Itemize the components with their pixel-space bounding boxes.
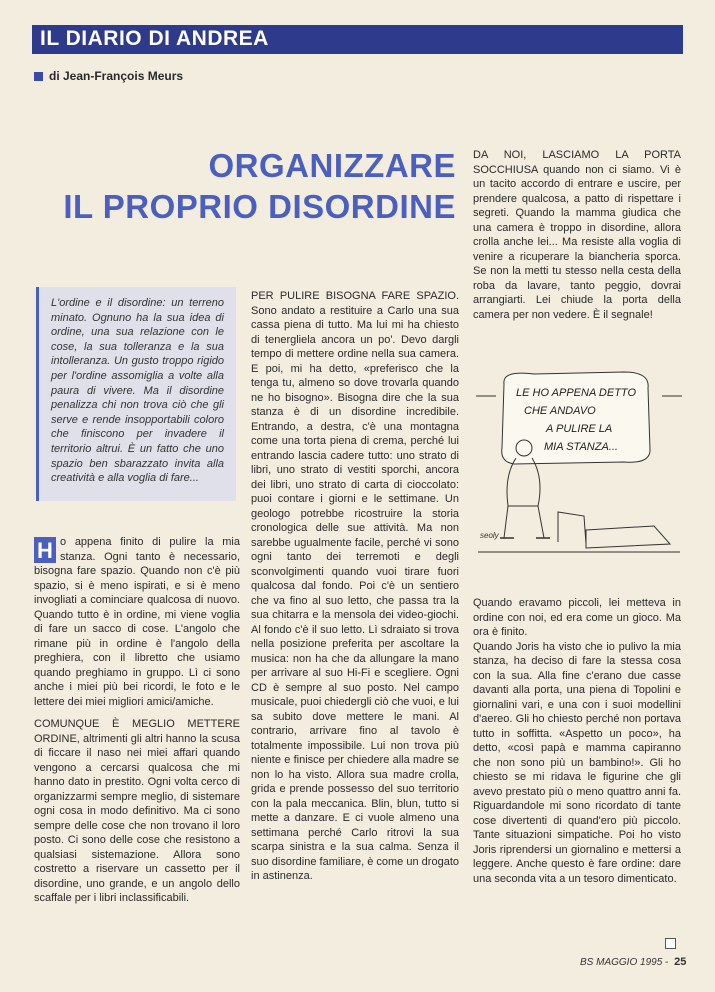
speech-line-1: LE HO APPENA DETTO (516, 387, 637, 399)
paragraph: DA NOI, LASCIAMO LA PORTA SOCCHIUSA quando non ci siamo. Vi è un tacito accordo di entrare e uscire, per prendere qualcosa, a patto di rispettare i segreti. Quando la mamma giudica che una camera è troppo in disordine, allora crolla anche lei... Ma resiste alla voglia di venire a ricuperare la biancheria sporca. Se non la metti tu stesso nella cesta della roba da lavare, tanto peggio, dovrai arrangiarti. Lei chiude la porta della camera per non vedere. È il segnale! (473, 149, 681, 321)
column-3-bottom (473, 596, 681, 886)
headline (36, 145, 456, 227)
paragraph: COMUNQUE È MEGLIO METTERE ORDINE, altrimenti gli altri hanno la scusa di ficcare il naso nei miei affari quando vengono a cercarsi qualcosa che mi hanno dato in prestito. Ogni volta cerco di organizzarmi sempre meglio, di sistemare ogni cosa in modo definitivo. Ma ci sono sempre delle cose che non trovano il loro posto. Ci sono delle cose che resistono a qualsiasi sistemazione. Allora sono costretto a riservare un cassetto per il disordine, uno grande, e un angolo dello scaffale per i libri inclassificabili. (34, 718, 240, 904)
intro-text: L'ordine e il disordine: un terreno minato. Ognuno ha la sua idea di ordine, una sua relazione con le cose, la sua tolleranza e la sua intolleranza. Un gusto troppo rigido per l'ordine assomiglia a volte alla paura di vivere. Ma il disordine penalizza chi non trova ciò che gli serve e rende insopportabili coloro che finiscono per invadere il territorio altrui. È un fatto che uno spazio ben sbarazzato invita alla creatività e alla voglia di fare... (51, 297, 224, 485)
end-mark-icon (665, 938, 676, 949)
headline-line-1: ORGANIZZARE (208, 147, 456, 184)
column-2 (251, 289, 459, 884)
column-3-top (473, 148, 681, 322)
speech-line-2: CHE ANDAVO (524, 405, 596, 417)
issue-date: BS MAGGIO 1995 (580, 957, 663, 968)
author: di Jean-François Meurs (49, 69, 184, 83)
column-1 (34, 535, 240, 906)
drop-cap: H (34, 537, 56, 563)
cartoon-illustration (474, 366, 684, 578)
footer-separator: - (665, 957, 669, 968)
paragraph: Quando eravamo piccoli, lei metteva in ordine con noi, ed era come un gioco. Ma ora è finito. (473, 597, 681, 638)
speech-line-4: MIA STANZA... (544, 441, 618, 453)
paragraph-text: o appena finito di pulire la mia stanza. Ogni tanto è necessario, bisogna fare spazio. Quando non c'è più spazio, si è meno ispirati, e si è meno invogliati a cominciare qualcosa di nuovo. Quando tutto è in ordine, mi viene voglia di fare un sacco di cose. L'angolo che rimane più in ordine è l'angolo della preghiera, con il libretto che usiamo quando preghiamo in gruppo. Lì ci sono anche i miei più bei ricordi, le foto e le lettere dei miei migliori amici/amiche. (34, 536, 240, 708)
page-footer (580, 956, 686, 968)
cartoon-signature: seoly (480, 531, 499, 540)
paragraph: PER PULIRE BISOGNA FARE SPAZIO. Sono andato a restituire a Carlo una sua cassa piena di tutto. Ma lui mi ha chiesto di tenergliela ancora un po'. Devo dargli tempo di mettere ordine nella sua camera. E poi, mi ha detto, «preferisco che la tenga tu, almeno so dove trovarla quando ne ho bisogno». Bisogna dire che la sua stanza è di un disordine incredibile. Entrando, a destra, c'è una montagna come una torta piena di crema, perché lui entrando lascia cadere tutto: uno strato di libri, uno strato di vestiti sporchi, ancora dei libri, uno strato di carta di cioccolato: puoi contare i giorni e le settimane. Un geologo potrebbe ricostruire la storia cronologica delle sue attività. Ma non sarebbe ugualmente facile, perché vi sono ogni tanto dei terremoti e degli sconvolgimenti quando vuoi tirare fuori qualcosa dal fondo. Poi c'è un sentiero che va fino al suo letto, che passa tra la sua chitarra e la mensola dei video-giochi. Al fondo c'è il suo letto. Lì sdraiato si trova nella posizione preferita per ascoltare la musica: non ha che da allungare la mano per arrivare al suo Hi-Fi e scegliere. Ogni CD è sempre al suo posto. Nel campo musicale, puoi chiedergli ciò che vuoi, e lui sa subito dove mettere le mani. Al contrario, arrivare fino al tavolo è totalmente impossibile. Lui non trova più niente e finisce per chiedere alla madre se non lo ha visto. Allora sua madre crolla, grida e prende possesso del suo territorio con la pala meccanica. Blin, blun, tutto si mette a danzare. E ci vuole almeno una settimana perché Carlo ritrovi la sua scarpa sinistra e la sua calma. Senza il suo disordine familiare, è come un drogato in astinenza. (251, 290, 459, 882)
column-title: IL DIARIO DI ANDREA (40, 27, 269, 50)
page-number: 25 (674, 956, 687, 968)
bullet-square-icon (34, 72, 43, 81)
paragraph: Quando Joris ha visto che io pulivo la mia stanza, ha deciso di fare la stessa cosa con la sua. Alla fine c'erano due casse davanti alla porta, una piena di Topolini e giornalini vari, e una con i suoi modellini d'aereo. Gli ho chiesto perché non portava tutto in soffitta. «Aspetto un poco», ha detto, «così papà e mamma capiranno che non sono più un bambino!». Gli ho chiesto se mi ridava le figurine che gli avevo prestato più o meno quattro anni fa. Riguardandole mi sono ricordato di tante cose divertenti di quand'ero più piccolo. Tante situazioni simpatiche. Poi ho visto Joris riprendersi un giornalino e mettersi a leggere. Anche questo è fare ordine: dare una seconda vita a un tesoro dimenticato. (473, 640, 681, 885)
headline-line-2: IL PROPRIO DISORDINE (63, 188, 456, 225)
speech-line-3: A PULIRE LA (546, 423, 613, 435)
paragraph (34, 535, 240, 709)
byline (34, 69, 183, 83)
intro-box (36, 287, 236, 501)
